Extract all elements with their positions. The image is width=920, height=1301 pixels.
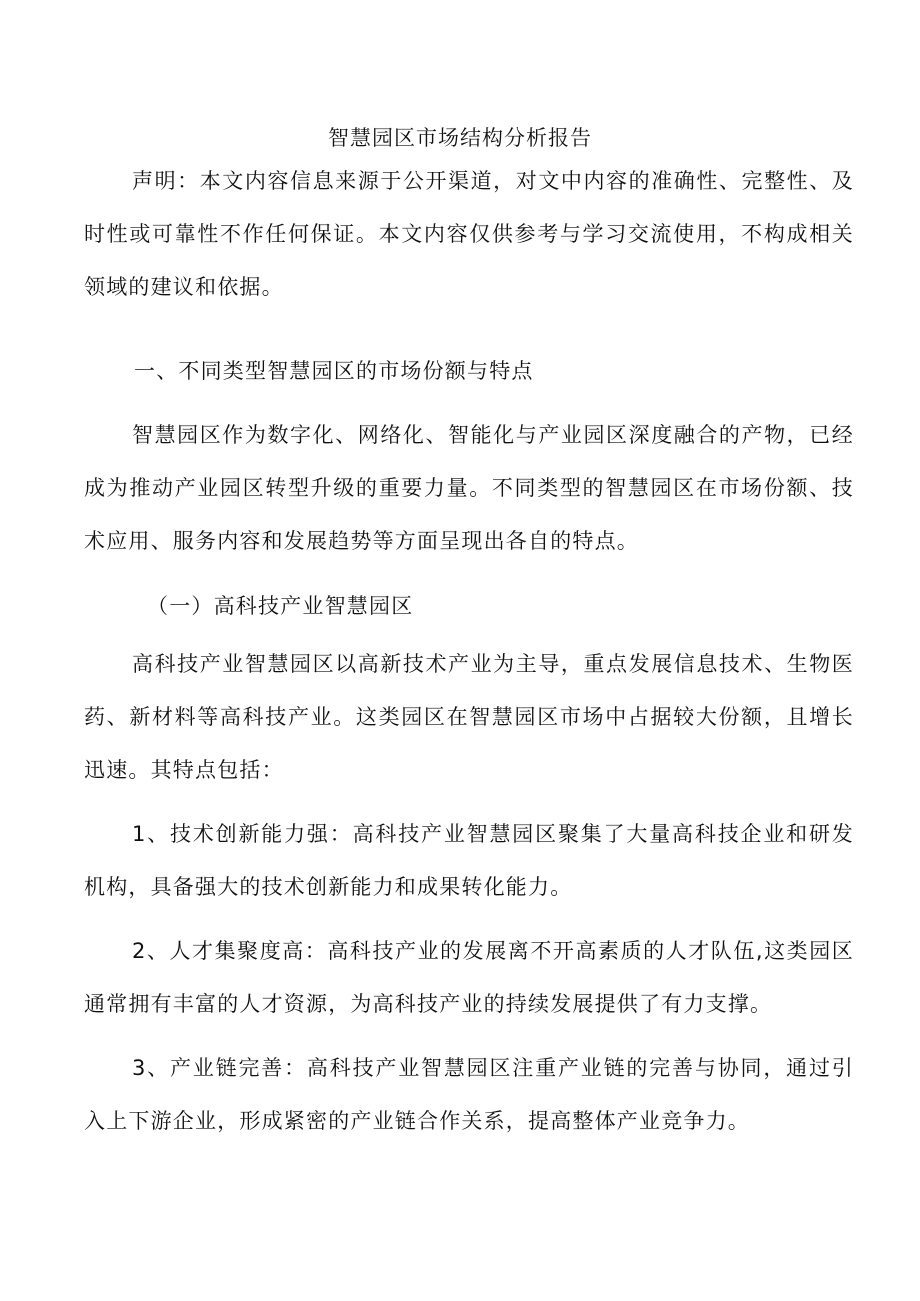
subsection-heading: （一）高科技产业智慧园区	[147, 594, 414, 618]
section-intro-paragraph: 智慧园区作为数字化、网络化、智能化与产业园区深度融合的产物，已经成为推动产业园区转型升级的重要力量。不同类型的智慧园区在市场份额、技术应用、服务内容和发展趋势等方面呈现出各自的特点。	[84, 423, 854, 553]
disclaimer-paragraph: 声明：本文内容信息来源于公开渠道，对文中内容的准确性、完整性、及时性或可靠性不作任何保证。本文内容仅供参考与学习交流使用，不构成相关领域的建议和依据。	[84, 169, 854, 299]
subsection-intro-paragraph: 高科技产业智慧园区以高新技术产业为主导，重点发展信息技术、生物医药、新材料等高科技产业。这类园区在智慧园区市场中占据较大份额，且增长迅速。其特点包括：	[84, 652, 854, 782]
point-3-paragraph: 3、产业链完善：高科技产业智慧园区注重产业链的完善与协同，通过引入上下游企业，形成紧密的产业链合作关系，提高整体产业竞争力。	[84, 1056, 854, 1133]
point-1-paragraph: 1、技术创新能力强：高科技产业智慧园区聚集了大量高科技企业和研发机构，具备强大的技术创新能力和成果转化能力。	[84, 822, 854, 899]
section-heading: 一、不同类型智慧园区的市场份额与特点	[134, 359, 534, 383]
document-title: 智慧园区市场结构分析报告	[328, 126, 592, 150]
point-2-paragraph: 2、人才集聚度高：高科技产业的发展离不开高素质的人才队伍,这类园区通常拥有丰富的人才资源，为高科技产业的持续发展提供了有力支撑。	[84, 939, 854, 1016]
